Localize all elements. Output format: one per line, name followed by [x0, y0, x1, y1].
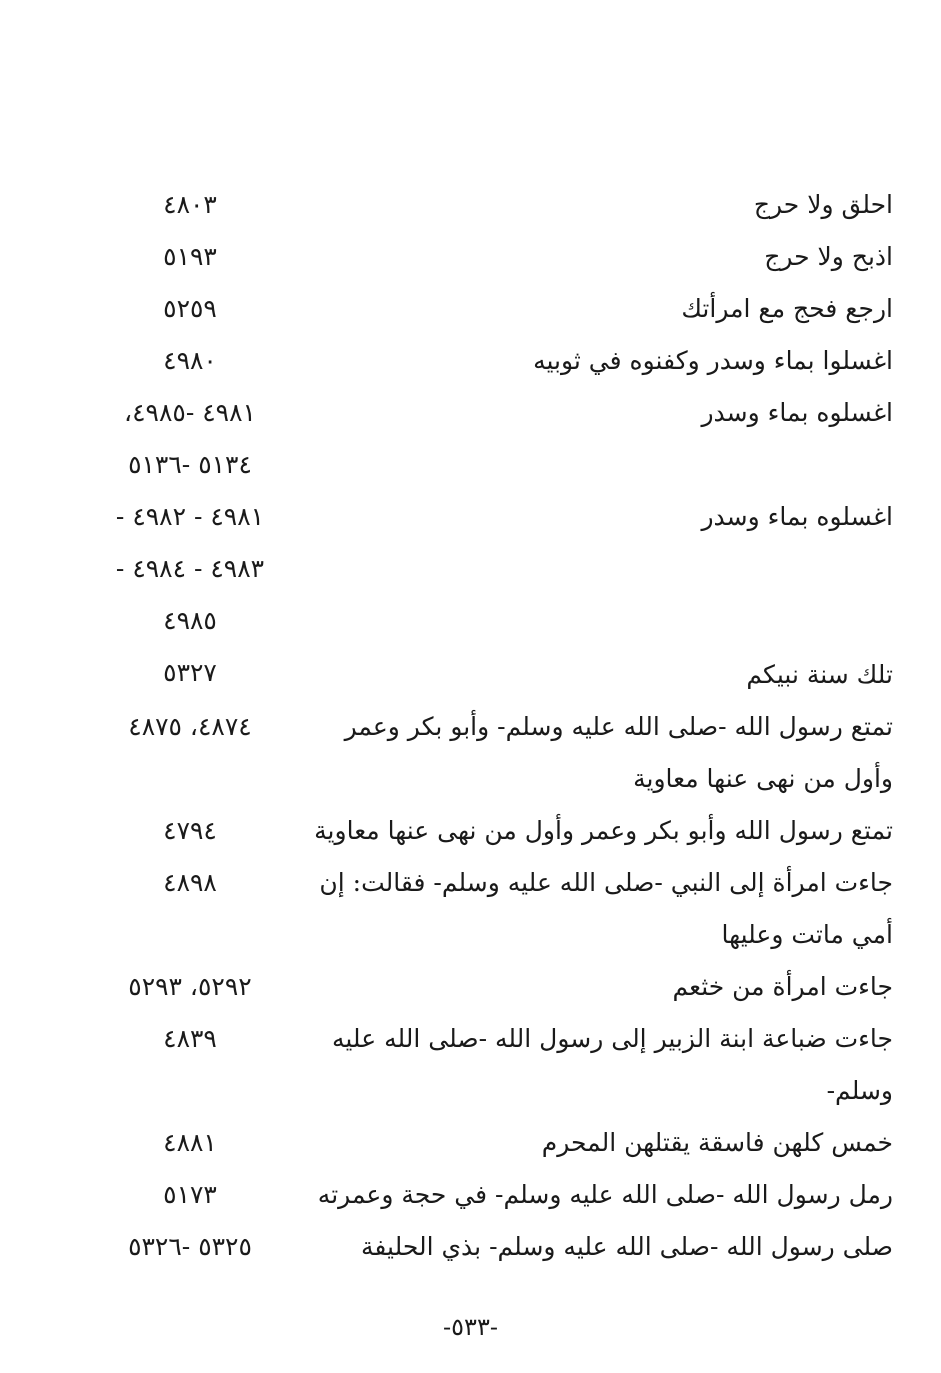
entry-text: اغسلوا بماء وسدر وكفنوه في ثوبيه [533, 346, 893, 375]
entry-reference-numbers: ٤٩٨٣ - ٤٩٨٤ - [115, 554, 265, 583]
entry-text: اغسلوه بماء وسدر [701, 502, 893, 531]
entry-reference-numbers: ٤٩٨١ - ٤٩٨٢ - [115, 502, 265, 531]
entry-text: تلك سنة نبيكم [746, 660, 893, 689]
entry-reference-numbers: ٤٩٨١ -٤٩٨٥، [124, 398, 256, 427]
entry-reference-numbers: ٥١٧٣ [163, 1180, 217, 1209]
entry-reference-numbers: ٤٨٠٣ [163, 190, 217, 219]
entry-reference-numbers: ٤٧٩٤ [163, 816, 217, 845]
entry-reference-numbers: ٤٨٣٩ [163, 1024, 217, 1053]
entry-reference-numbers: ٥١٩٣ [163, 242, 217, 271]
entry-reference-numbers: ٤٨٨١ [163, 1128, 217, 1157]
entry-reference-numbers: ٥٢٥٩ [163, 294, 217, 323]
entry-text: صلى رسول الله -صلى الله عليه وسلم- بذي الحليفة [360, 1232, 893, 1261]
entry-text: وأول من نهى عنها معاوية [633, 764, 893, 793]
entry-text: جاءت ضباعة ابنة الزبير إلى رسول الله -صلى الله عليه [331, 1024, 893, 1053]
page-number: -٥٣٣- [443, 1313, 498, 1341]
entry-reference-numbers: ٥٣٢٥ -٥٣٢٦ [128, 1232, 252, 1261]
entry-reference-numbers: ٥٢٩٢، ٥٢٩٣ [128, 972, 252, 1001]
entry-text: تمتع رسول الله وأبو بكر وعمر وأول من نهى عنها معاوية [314, 816, 893, 845]
entry-text: خمس كلهن فاسقة يقتلهن المحرم [541, 1128, 893, 1157]
entry-text: اذبح ولا حرج [764, 242, 893, 271]
entry-reference-numbers: ٤٨٩٨ [163, 868, 217, 897]
entry-reference-numbers: ٤٩٨٥ [163, 606, 217, 635]
entry-text: اغسلوه بماء وسدر [701, 398, 893, 427]
entry-text: جاءت امرأة من خثعم [672, 972, 893, 1001]
entry-text: رمل رسول الله -صلى الله عليه وسلم- في حجة وعمرته [317, 1180, 893, 1209]
entry-text: تمتع رسول الله -صلى الله عليه وسلم- وأبو بكر وعمر [344, 712, 893, 741]
entry-text: احلق ولا حرج [753, 190, 893, 219]
entry-text: وسلم- [826, 1076, 893, 1105]
entry-text: جاءت امرأة إلى النبي -صلى الله عليه وسلم- فقالت: إن [319, 868, 893, 897]
entry-text: ارجع فحج مع امرأتك [681, 294, 893, 323]
entry-reference-numbers: ٥١٣٤ -٥١٣٦ [128, 450, 252, 479]
entry-text: أمي ماتت وعليها [721, 920, 893, 949]
entry-reference-numbers: ٤٩٨٠ [163, 346, 217, 375]
entry-reference-numbers: ٤٨٧٤، ٤٨٧٥ [128, 712, 252, 741]
entry-reference-numbers: ٥٣٢٧ [163, 658, 217, 687]
